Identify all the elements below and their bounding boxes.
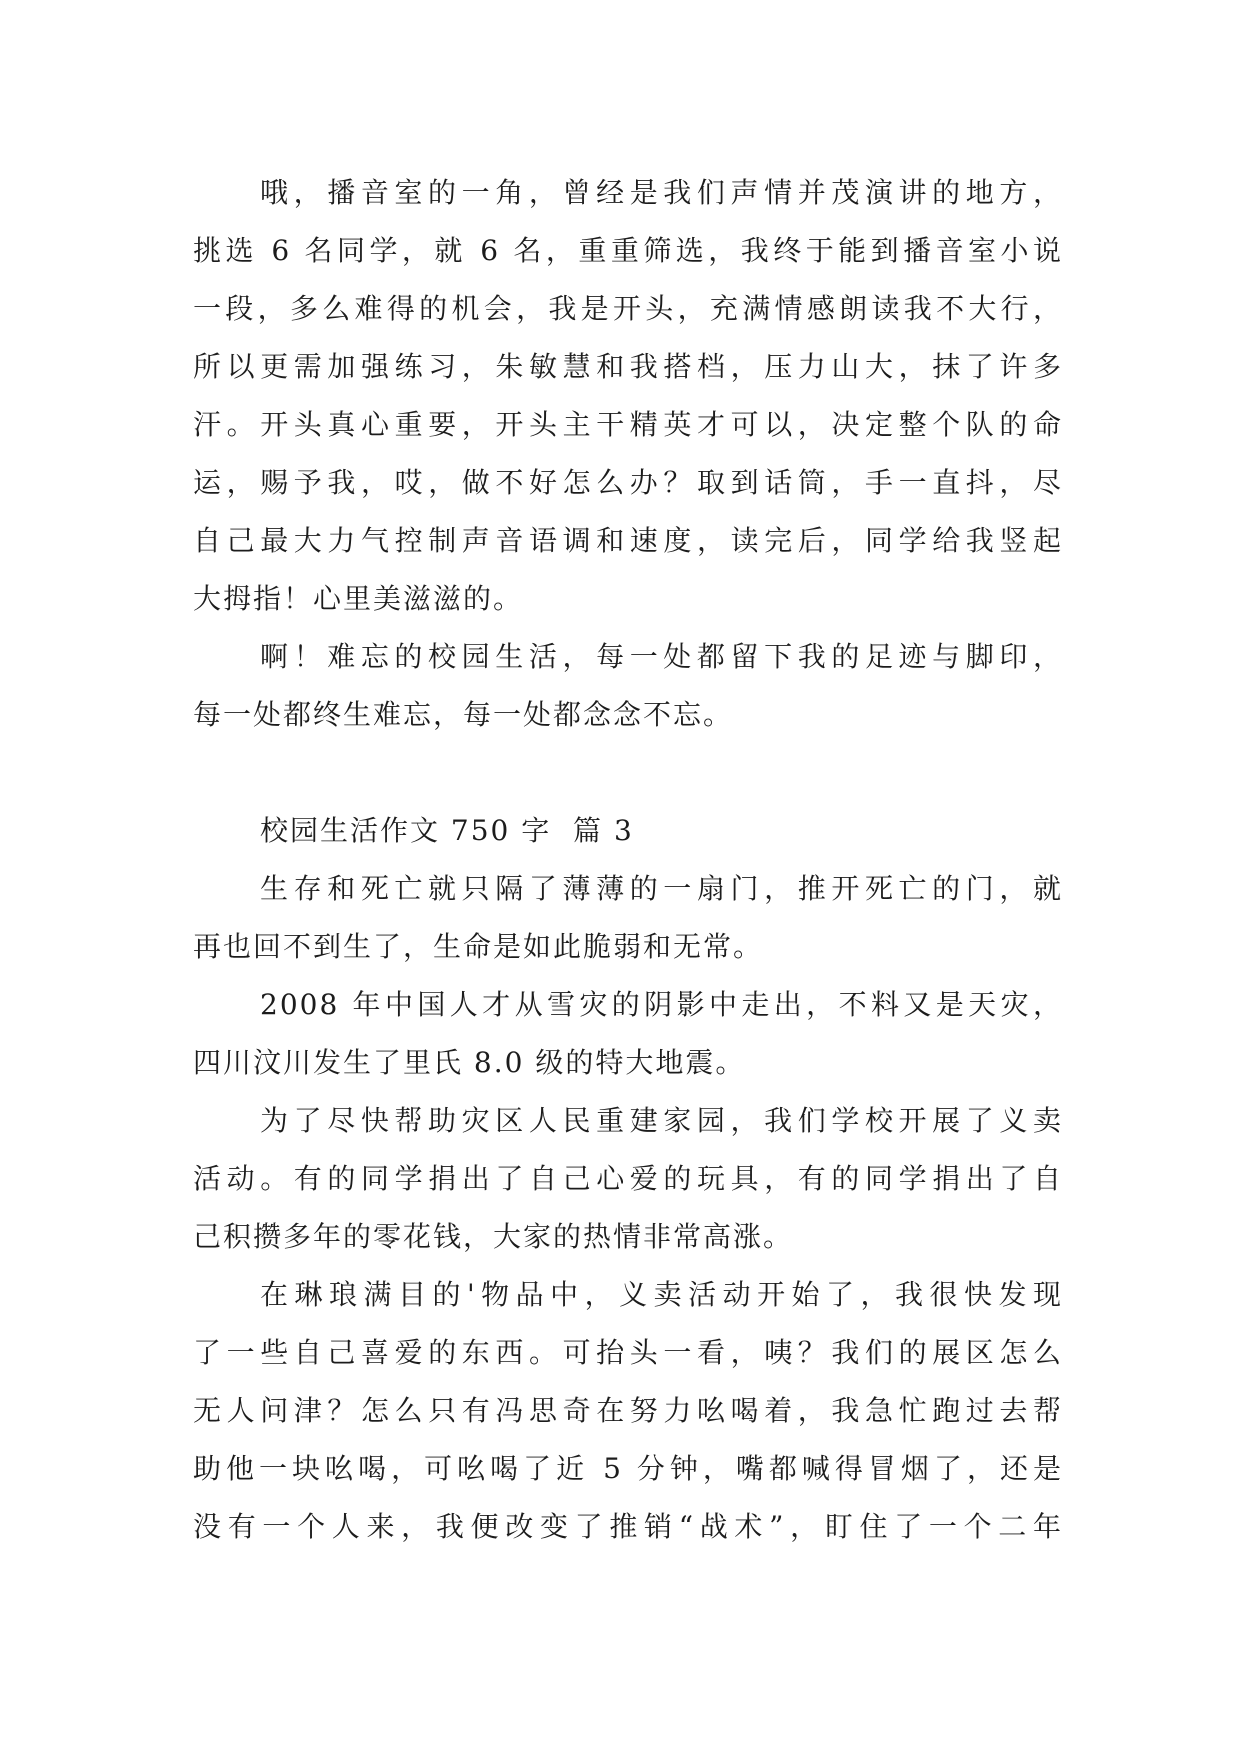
text-line: 大拇指！心里美滋滋的。	[193, 582, 524, 615]
text-line: 再也回不到生了，生命是如此脆弱和无常。	[193, 930, 764, 963]
text-line: 生存和死亡就只隔了薄薄的一扇门，推开死亡的门，就	[260, 872, 1063, 905]
text-line: 了一些自己喜爱的东西。可抬头一看，咦？我们的展区怎么	[193, 1336, 1063, 1369]
text-line: 挑选 6 名同学，就 6 名，重重筛选，我终于能到播音室小说	[193, 234, 1063, 267]
essay-title: 校园生活作文 750 字 篇 3	[260, 814, 634, 847]
text-line: 活动。有的同学捐出了自己心爱的玩具，有的同学捐出了自	[193, 1162, 1063, 1195]
text-line: 所以更需加强练习，朱敏慧和我搭档，压力山大，抹了许多	[193, 350, 1063, 383]
text-line: 四川汶川发生了里氏 8.0 级的特大地震。	[193, 1046, 746, 1079]
text-line: 一段，多么难得的机会，我是开头，充满情感朗读我不大行，	[193, 292, 1063, 325]
text-line: 在琳琅满目的'物品中，义卖活动开始了，我很快发现	[260, 1278, 1063, 1311]
paragraph	[193, 164, 1063, 628]
text-line: 为了尽快帮助灾区人民重建家园，我们学校开展了义卖	[260, 1104, 1063, 1137]
text-line: 汗。开头真心重要，开头主干精英才可以，决定整个队的命	[193, 408, 1063, 441]
text-line: 自己最大力气控制声音语调和速度，读完后，同学给我竖起	[193, 524, 1063, 557]
text-line: 无人问津？怎么只有冯思奇在努力吆喝着，我急忙跑过去帮	[193, 1394, 1063, 1427]
document-body	[193, 164, 1063, 1556]
blank-line	[193, 744, 1063, 802]
paragraph	[193, 860, 1063, 976]
paragraph	[193, 1092, 1063, 1266]
text-line: 啊！难忘的校园生活，每一处都留下我的足迹与脚印，	[260, 640, 1063, 673]
paragraph	[193, 976, 1063, 1092]
text-line: 己积攒多年的零花钱，大家的热情非常高涨。	[193, 1220, 794, 1253]
text-line: 运，赐予我，哎，做不好怎么办？取到话筒，手一直抖，尽	[193, 466, 1063, 499]
paragraph	[193, 628, 1063, 744]
text-line: 没有一个人来，我便改变了推销“战术”，盯住了一个二年	[193, 1510, 1063, 1543]
text-line: 助他一块吆喝，可吆喝了近 5 分钟，嘴都喊得冒烟了，还是	[193, 1452, 1063, 1485]
text-line: 每一处都终生难忘，每一处都念念不忘。	[193, 698, 734, 731]
text-line: 哦，播音室的一角，曾经是我们声情并茂演讲的地方，	[260, 176, 1063, 209]
text-line: 2008 年中国人才从雪灾的阴影中走出，不料又是天灾，	[260, 988, 1063, 1021]
paragraph	[193, 1266, 1063, 1556]
